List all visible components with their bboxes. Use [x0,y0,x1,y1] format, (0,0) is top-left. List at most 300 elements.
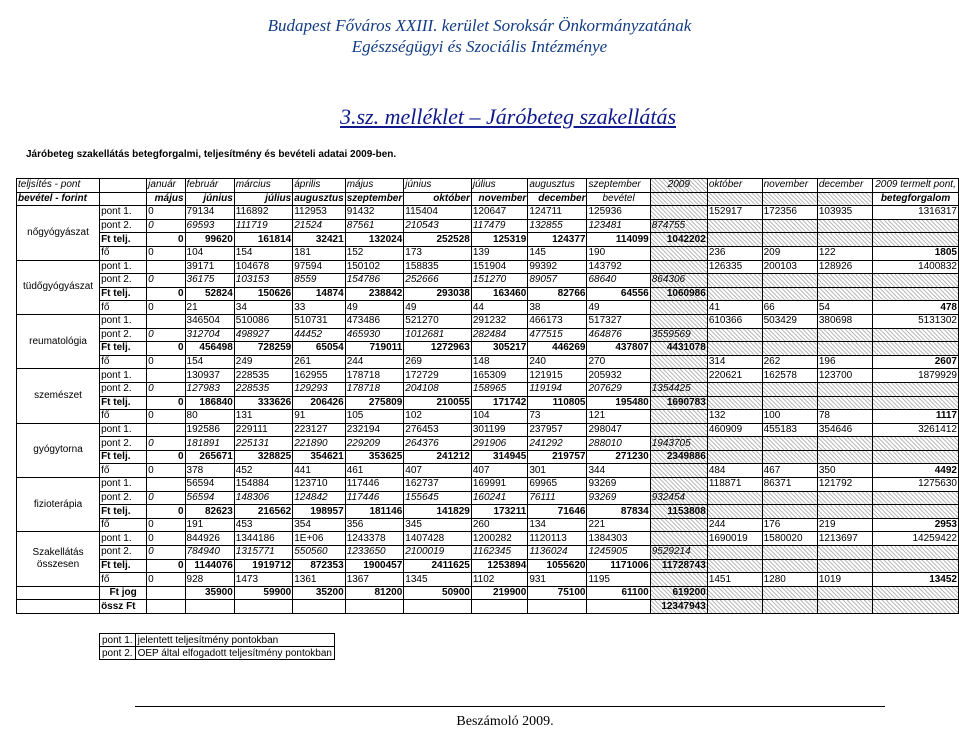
table-cell: 0 [147,301,185,315]
table-cell [707,396,762,410]
table-cell: 124377 [528,233,587,247]
table-cell: 155645 [404,491,472,505]
table-cell: 56594 [185,478,234,492]
page-subtitle: Járóbeteg szakellátás betegforgalmi, teljesítmény és bevételi adatai 2009-ben. [26,149,397,160]
table-cell: 252666 [404,274,472,288]
table-cell: 1200282 [471,532,527,546]
table-cell: 173 [404,246,472,260]
table-cell: 172729 [404,369,472,383]
table-cell: 333626 [234,396,292,410]
table-row [17,464,959,478]
table-cell: 154 [234,246,292,260]
table-cell: 141829 [404,505,472,519]
table-cell [762,505,817,519]
table-cell: 314 [707,355,762,369]
table-cell: 1213697 [817,532,872,546]
row-label: pont 2. [100,274,147,288]
table-cell: 99392 [528,260,587,274]
table-cell: 112953 [293,206,345,220]
table-cell: 276453 [404,423,472,437]
table-cell: 82766 [528,287,587,301]
table-cell: 610366 [707,314,762,328]
table-cell: 0 [147,450,185,464]
table-cell [147,314,185,328]
table-cell: 125936 [587,206,650,220]
table-cell: 150102 [345,260,404,274]
table-cell: 206426 [293,396,345,410]
table-cell: 301199 [471,423,527,437]
table-cell: 54 [817,301,872,315]
table-cell: 1153808 [650,505,707,519]
row-label: pont 2. [100,437,147,451]
table-cell: 238842 [345,287,404,301]
table-cell [762,491,817,505]
table-cell: 0 [147,437,185,451]
table-cell: 173211 [471,505,527,519]
row-label: pont 2. [100,219,147,233]
table-cell: 1805 [873,246,959,260]
table-row [17,246,959,260]
table-cell: 407 [471,464,527,478]
group-name-cell: gyógytorna [17,423,100,477]
legend-text: OEP által elfogadott teljesítmény pontokban [135,647,334,660]
table-cell: 219757 [528,450,587,464]
table-header-row [17,192,959,206]
table-cell: 346504 [185,314,234,328]
table-cell: 1344186 [234,532,292,546]
table-cell: 115404 [404,206,472,220]
table-cell: 178718 [345,382,404,396]
table-cell: 82623 [185,505,234,519]
table-cell: 35200 [293,586,345,600]
table-cell: 510086 [234,314,292,328]
table-cell: 0 [147,219,185,233]
table-row [17,355,959,369]
table-cell: 221890 [293,437,345,451]
table-cell: 91432 [345,206,404,220]
table-cell: 162955 [293,369,345,383]
table-cell: 0 [147,464,185,478]
table-cell: 1400832 [873,260,959,274]
table-cell: 154 [185,355,234,369]
header-cell: április [293,179,345,193]
row-label: Ft telj. [100,450,147,464]
blank-cell [707,600,762,614]
table-row [17,301,959,315]
table-cell [873,287,959,301]
blank-cell [147,600,185,614]
table-cell [650,355,707,369]
table-cell: 928 [185,573,234,587]
table-cell: 75100 [528,586,587,600]
blank-cell [293,600,345,614]
header-cell [817,192,872,206]
header-cell: augusztus [528,179,587,193]
row-label: Ft telj. [100,233,147,247]
table-cell [762,342,817,356]
blank-cell [873,586,959,600]
header-cell: augusztus [294,192,344,204]
table-cell: 291232 [471,314,527,328]
table-cell: 466173 [528,314,587,328]
table-cell [707,546,762,560]
table-cell [762,274,817,288]
legend-row [100,647,335,660]
table-row [17,314,959,328]
table-cell: 237957 [528,423,587,437]
table-cell: 240 [528,355,587,369]
table-cell: 478 [873,301,959,315]
table-cell: 59900 [234,586,292,600]
table-cell: 122 [817,246,872,260]
table-cell: 117446 [345,478,404,492]
table-cell: 236 [707,246,762,260]
table-cell: 378 [185,464,234,478]
table-row [17,423,959,437]
table-row [17,287,959,301]
row-label: pont 1. [100,260,147,274]
header-cell [707,192,762,206]
table-cell [650,478,707,492]
table-cell: 116892 [234,206,292,220]
table-cell: 0 [147,246,185,260]
table-cell: 86371 [762,478,817,492]
table-cell: 151904 [471,260,527,274]
table-cell [707,219,762,233]
blank-cell [817,600,872,614]
table-cell: 198957 [293,505,345,519]
table-cell: 455183 [762,423,817,437]
table-cell: 1019 [817,573,872,587]
table-cell: 0 [147,518,185,532]
table-cell: 49 [345,301,404,315]
table-row [17,233,959,247]
table-cell: 181891 [185,437,234,451]
header-cell: május [345,179,404,193]
header-cell: 2009 [650,179,707,193]
table-cell: 0 [147,396,185,410]
table-cell: 104678 [234,260,292,274]
table-cell: 219 [817,518,872,532]
table-cell: 81200 [345,586,404,600]
row-label: Ft telj. [100,287,147,301]
table-cell: 102 [404,410,472,424]
table-cell: 0 [147,342,185,356]
table-cell: 61100 [587,586,650,600]
table-cell [147,423,185,437]
table-cell: 181146 [345,505,404,519]
table-cell: 271230 [587,450,650,464]
table-cell: 461 [345,464,404,478]
table-cell: 32421 [293,233,345,247]
table-cell: 172356 [762,206,817,220]
table-cell: 1233650 [345,546,404,560]
table-cell: 93269 [587,478,650,492]
table-cell: 1315771 [234,546,292,560]
table-cell: 143792 [587,260,650,274]
table-cell: 178718 [345,369,404,383]
table-cell: 4492 [873,464,959,478]
table-cell [707,382,762,396]
table-cell: 2953 [873,518,959,532]
table-cell: 931 [528,573,587,587]
table-cell [762,287,817,301]
table-cell [873,233,959,247]
header-cell: október [707,179,762,193]
table-cell: 120647 [471,206,527,220]
legend-key: pont 2. [100,647,136,660]
header-cell [100,179,147,193]
table-cell: 2100019 [404,546,472,560]
table-cell: 241292 [528,437,587,451]
table-cell: 465930 [345,328,404,342]
row-label: pont 1. [100,478,147,492]
table-cell: 1243378 [345,532,404,546]
table-cell: 1275630 [873,478,959,492]
table-cell [817,287,872,301]
table-cell [817,274,872,288]
table-cell: 163460 [471,287,527,301]
table-cell: 345 [404,518,472,532]
table-cell: 103935 [817,206,872,220]
table-cell: 126335 [707,260,762,274]
table-row [17,396,959,410]
table-cell [817,342,872,356]
table-cell: 1879929 [873,369,959,383]
table-cell: 262 [762,355,817,369]
row-label: fő [100,355,147,369]
group-name-cell: Szakellátás összesen [17,532,100,586]
row-label: fő [100,246,147,260]
table-cell: 1102 [471,573,527,587]
table-cell: 521270 [404,314,472,328]
table-cell: 104 [185,246,234,260]
table-cell [762,546,817,560]
table-cell [147,478,185,492]
table-cell: 118871 [707,478,762,492]
table-cell: 160241 [471,491,527,505]
table-cell: 453 [234,518,292,532]
row-label: pont 1. [100,314,147,328]
table-cell: 241212 [404,450,472,464]
table-cell: 261 [293,355,345,369]
table-cell: 232194 [345,423,404,437]
header-cell: szeptember [346,192,403,204]
table-cell: 228535 [234,369,292,383]
table-cell: 158835 [404,260,472,274]
table-cell: 220621 [707,369,762,383]
table-cell: 1354425 [650,382,707,396]
table-cell: 99620 [185,233,234,247]
table-cell [873,328,959,342]
table-cell: 50900 [404,586,472,600]
table-cell [707,559,762,573]
blank-cell [762,586,817,600]
table-cell [650,532,707,546]
table-cell: 130937 [185,369,234,383]
table-cell [873,396,959,410]
table-cell: 441 [293,464,345,478]
table-cell: 1316317 [873,206,959,220]
table-cell [147,260,185,274]
table-cell: 1345 [404,573,472,587]
table-cell: 209 [762,246,817,260]
table-cell: 249 [234,355,292,369]
header-cell: január [147,179,185,193]
table-cell [650,423,707,437]
table-cell: 1253894 [471,559,527,573]
total-cell: 12347943 [650,600,707,614]
table-cell: 350 [817,464,872,478]
table-cell: 145 [528,246,587,260]
table-row [17,274,959,288]
table-cell: 282484 [471,328,527,342]
table-cell: 87561 [345,219,404,233]
table-cell: 129293 [293,382,345,396]
ft-jog-row [17,586,959,600]
table-cell: 446269 [528,342,587,356]
table-cell [707,505,762,519]
table-cell: 121915 [528,369,587,383]
table-cell: 151270 [471,274,527,288]
table-cell: 134 [528,518,587,532]
table-cell: 36175 [185,274,234,288]
table-cell: 0 [147,559,185,573]
table-row [17,382,959,396]
table-cell: 34 [234,301,292,315]
table-cell: 117479 [471,219,527,233]
table-cell [873,559,959,573]
header-cell: december [528,192,587,206]
table-cell: 1361 [293,573,345,587]
table-cell: 71646 [528,505,587,519]
table-cell: 0 [147,355,185,369]
table-cell: 69965 [528,478,587,492]
table-cell: 269 [404,355,472,369]
header-cell: bevétel - forint [17,192,100,206]
table-cell [817,219,872,233]
table-cell [650,314,707,328]
header-cell [100,192,147,206]
table-cell: 4431078 [650,342,707,356]
table-cell [650,301,707,315]
row-label: pont 2. [100,491,147,505]
table-cell: 87834 [587,505,650,519]
table-cell: 407 [404,464,472,478]
table-cell: 1120113 [528,532,587,546]
table-cell: 228535 [234,382,292,396]
table-cell: 293038 [404,287,472,301]
table-cell: 56594 [185,491,234,505]
table-cell: 2607 [873,355,959,369]
table-row [17,491,959,505]
row-label: Ft jog [100,586,147,600]
table-cell [762,450,817,464]
table-cell [762,328,817,342]
table-cell [650,410,707,424]
table-cell: 784940 [185,546,234,560]
table-cell: 353625 [345,450,404,464]
table-cell: 154884 [234,478,292,492]
table-cell: 344 [587,464,650,478]
table-row [17,559,959,573]
table-cell: 105 [345,410,404,424]
table-cell: 103153 [234,274,292,288]
table-cell: 219900 [471,586,527,600]
ossz-ft-row [17,600,959,614]
table-cell: 437807 [587,342,650,356]
table-cell: 1690783 [650,396,707,410]
table-cell: 252528 [404,233,472,247]
table-row [17,437,959,451]
table-cell [707,437,762,451]
header-cell: május [147,192,185,206]
table-cell: 216562 [234,505,292,519]
table-cell: 305217 [471,342,527,356]
legend-table [99,633,335,660]
table-cell: 111719 [234,219,292,233]
footer-rule [135,706,885,707]
table-cell: 80 [185,410,234,424]
table-cell [873,437,959,451]
table-cell: 132855 [528,219,587,233]
table-cell: 9529214 [650,546,707,560]
table-cell: 68640 [587,274,650,288]
table-cell: 210543 [404,219,472,233]
table-cell: 1473 [234,573,292,587]
table-cell [817,382,872,396]
table-cell: 49 [587,301,650,315]
table-cell: 1144076 [185,559,234,573]
table-cell: 121792 [817,478,872,492]
table-cell: 165309 [471,369,527,383]
table-cell: 0 [147,532,185,546]
table-cell: 21 [185,301,234,315]
table-cell: 181 [293,246,345,260]
table-cell: 1900457 [345,559,404,573]
table-cell: 123481 [587,219,650,233]
table-cell [147,369,185,383]
table-cell: 148306 [234,491,292,505]
table-cell: 452 [234,464,292,478]
table-cell [873,491,959,505]
page-title: 3.sz. melléklet – Járóbeteg szakellátás [340,104,677,129]
table-row [17,219,959,233]
table-row [17,573,959,587]
table-cell: 8559 [293,274,345,288]
table-cell: 97594 [293,260,345,274]
table-cell: 484 [707,464,762,478]
header-cell [650,192,707,206]
table-cell: 380698 [817,314,872,328]
row-label: pont 2. [100,382,147,396]
blank-cell [471,600,527,614]
blank-cell [17,586,100,600]
table-cell: 121 [587,410,650,424]
table-cell: 1E+06 [293,532,345,546]
table-cell: 205932 [587,369,650,383]
table-cell [762,233,817,247]
table-cell: 265671 [185,450,234,464]
table-cell [873,450,959,464]
header-cell: november [471,192,527,206]
table-cell: 1451 [707,573,762,587]
row-label: pont 1. [100,423,147,437]
table-cell: 127983 [185,382,234,396]
row-label: fő [100,301,147,315]
table-row [17,328,959,342]
table-cell: 473486 [345,314,404,328]
